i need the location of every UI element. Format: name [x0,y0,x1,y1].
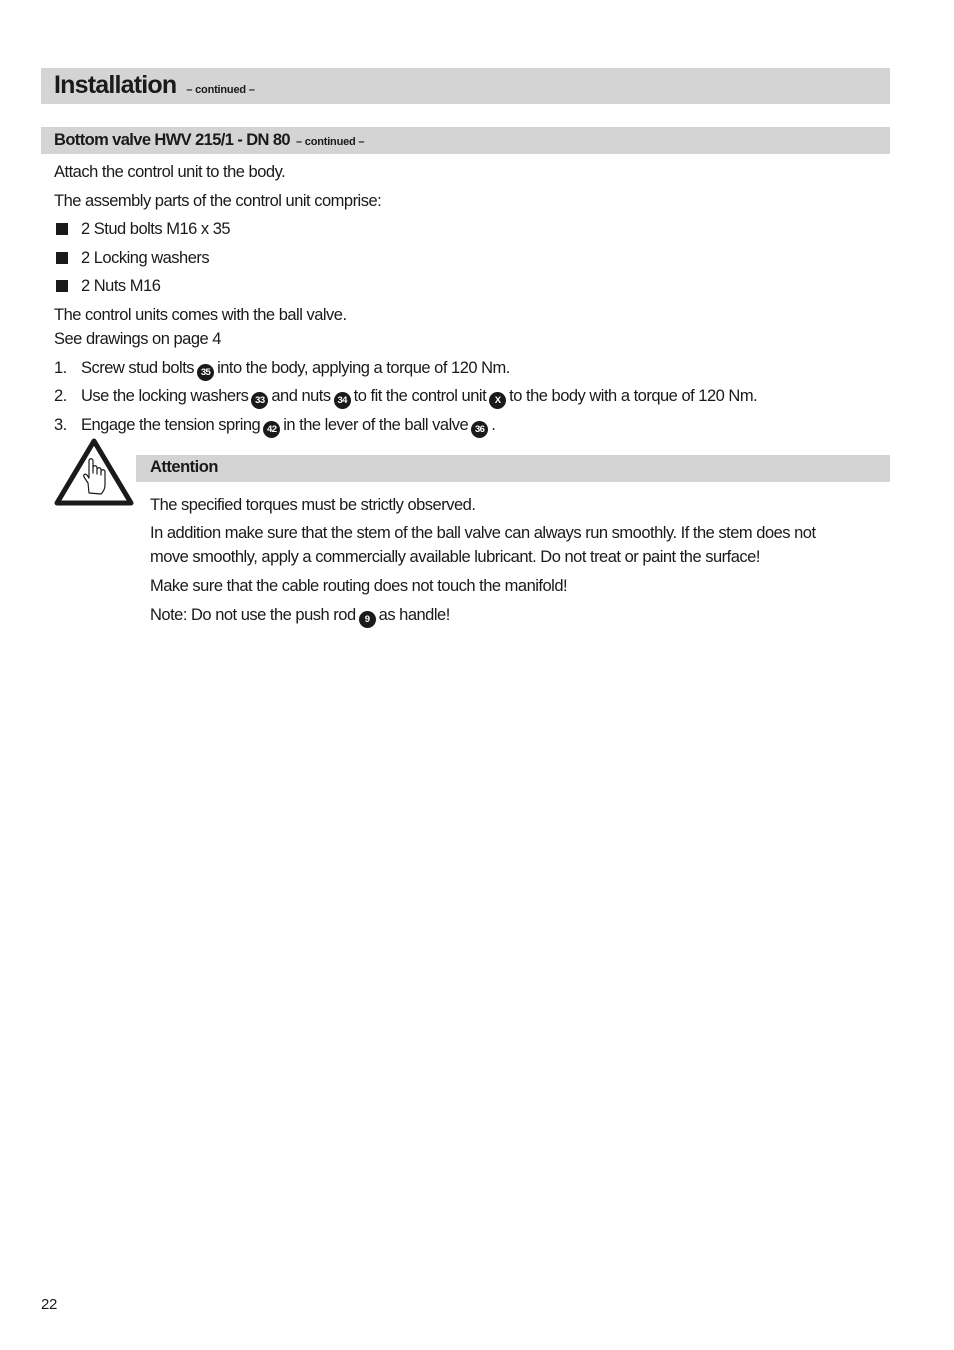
step-2-text-d: to the body with a torque of 120 Nm. [509,387,758,405]
ref-badge-9: 9 [359,611,376,628]
attention-header-bar [136,455,890,482]
page-title-text: Installation [54,71,177,99]
parts-item-2: 2 Locking washers [81,249,210,267]
intro-line-1: Attach the control unit to the body. [54,163,286,181]
step-1-text-a: Screw stud bolts [81,359,195,377]
attention-p2-line-2: move smoothly, apply a commercially available lubricant. Do not treat or paint the surface! [150,548,760,566]
parts-item-1: 2 Stud bolts M16 x 35 [81,220,231,238]
step-2-text-c: to fit the control unit [353,387,487,405]
square-bullet-icon [56,252,68,264]
section-title-text: Bottom valve HWV 215/1 - DN 80 [54,131,290,149]
section-title-continued: – continued – [296,136,365,148]
note-line-1: The control units comes with the ball valve. [54,306,347,324]
step-2-text-b: and nuts [271,387,331,405]
page-number: 22 [41,1296,57,1313]
ref-badge-x: X [489,392,506,409]
step-1-number: 1. [54,359,67,377]
section-title [54,131,364,150]
page-title [54,71,255,100]
note-line-2: See drawings on page 4 [54,330,221,348]
attention-p2-line-1: In addition make sure that the stem of the ball valve can always run smoothly. If the stem does not [150,524,816,542]
warning-hand-icon [54,437,134,507]
step-1-text-b: into the body, applying a torque of 120 Nm. [217,359,510,377]
step-3-text-a: Engage the tension spring [81,416,261,434]
ref-badge-35: 35 [197,364,214,381]
main-header-bar [41,68,890,104]
step-2-text-a: Use the locking washers [81,387,249,405]
step-2 [54,384,757,409]
attention-p4-text-a: Note: Do not use the push rod [150,606,356,624]
ref-badge-33: 33 [251,392,268,409]
attention-p4 [150,603,450,628]
step-3 [54,413,495,438]
attention-p3: Make sure that the cable routing does not touch the manifold! [150,577,568,595]
square-bullet-icon [56,280,68,292]
ref-badge-42: 42 [263,421,280,438]
page-title-continued: – continued – [186,84,255,96]
step-1 [54,356,510,381]
parts-item-3: 2 Nuts M16 [81,277,161,295]
square-bullet-icon [56,223,68,235]
step-2-number: 2. [54,387,67,405]
attention-p4-text-b: as handle! [378,606,450,624]
step-3-number: 3. [54,416,67,434]
attention-p1: The specified torques must be strictly observed. [150,496,476,514]
step-3-text-c: . [491,416,496,434]
intro-line-2: The assembly parts of the control unit comprise: [54,192,382,210]
step-3-text-b: in the lever of the ball valve [283,416,469,434]
attention-title: Attention [150,458,218,476]
ref-badge-36: 36 [471,421,488,438]
ref-badge-34: 34 [334,392,351,409]
section-header-bar [41,127,890,154]
